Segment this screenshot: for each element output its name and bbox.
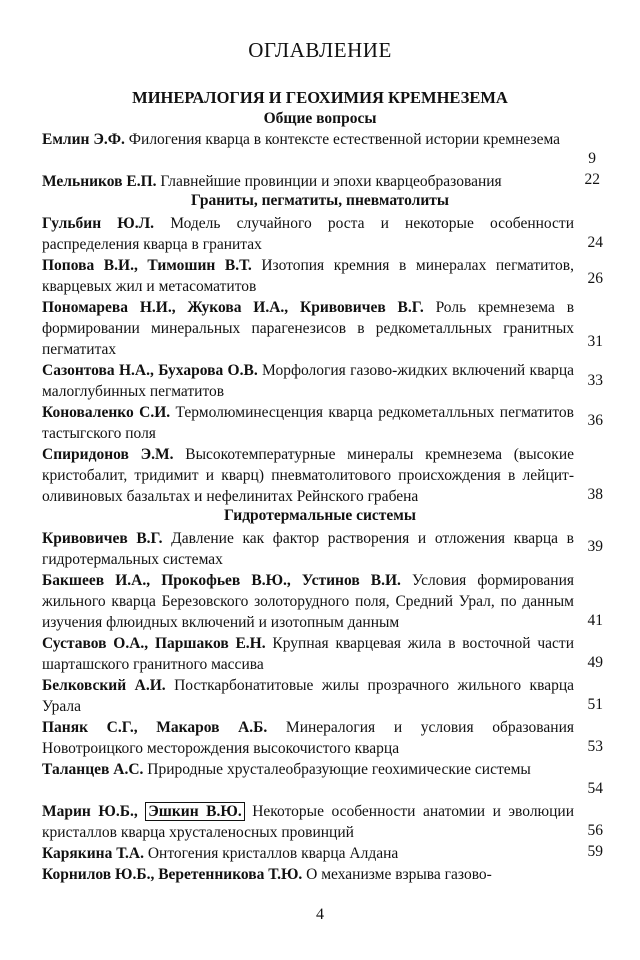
toc-entry-16: [42, 864, 574, 885]
page-title: ОГЛАВЛЕНИЕ: [248, 38, 392, 62]
entry-title: Филогения кварца в контексте естественной истории кремнезема: [128, 131, 561, 148]
entry-title: Высокотемпературные минералы кремнезема (высокие кристобалит, тридимит и кварц) пневматолитового происхождения в лейцит-оливиновых базальтах и нефелинитах Рейнского грабена: [42, 446, 574, 505]
entry-page: 49: [587, 654, 603, 671]
entry-title: Некоторые особенности анатомии и эволюции кристаллов кварца хрусталеносных провинций: [42, 803, 575, 841]
entry-page: 51: [587, 696, 603, 713]
entry-title: Морфология газово-жидких включений кварца малоглубинных пегматитов: [42, 362, 574, 400]
entry-page: 59: [587, 843, 603, 860]
subsection-general: Общие вопросы: [263, 110, 377, 127]
toc-entry-12: [42, 717, 574, 759]
entry-page: 26: [587, 270, 603, 287]
entry-authors: Мельников Е.П.: [42, 173, 157, 190]
toc-entry-4: [42, 297, 574, 360]
entry-title: Посткарбонатитовые жилы прозрачного жильного кварца Урала: [42, 677, 574, 715]
toc-entry-7: [42, 444, 574, 507]
toc-entry-2: [42, 213, 574, 255]
entry-authors: Таланцев А.С.: [42, 761, 144, 778]
toc-entry-5: [42, 360, 574, 402]
toc-entry-14: [42, 801, 574, 843]
entry-authors: Попова В.И., Тимошин В.Т.: [42, 257, 252, 274]
entry-title: Термолюминесценция кварца редкометалльных пегматитов тастыгского поля: [42, 404, 574, 442]
page-number: 4: [316, 906, 324, 923]
toc-entry-15: [42, 843, 574, 864]
entry-authors: Бакшеев И.А., Прокофьев В.Ю., Устинов В.И.: [42, 572, 401, 589]
entry-authors: Паняк С.Г., Макаров А.Б.: [42, 719, 268, 736]
entry-title: Давление как фактор растворения и отложения кварца в гидротермальных системах: [42, 530, 575, 568]
subsection-granites: Граниты, пегматиты, пневматолиты: [191, 192, 449, 209]
entry-authors: Карякина Т.А.: [42, 845, 144, 862]
entry-page: 33: [587, 372, 603, 389]
entry-authors: Спиридонов Э.М.: [42, 446, 174, 463]
entry-title: О механизме взрыва газово-: [306, 866, 492, 883]
entry-authors: Суставов О.А., Паршаков Е.Н.: [42, 635, 266, 652]
toc-entry-11: [42, 675, 574, 717]
entry-title: Минералогия и условия образования Новотроицкого месторождения высокочистого кварца: [42, 719, 575, 757]
entry-page: 54: [587, 780, 603, 797]
entry-title: Природные хрусталеобразующие геохимические системы: [147, 761, 531, 778]
entry-title: Онтогения кристаллов кварца Алдана: [147, 845, 399, 862]
entry-authors: Марин Ю.Б.,: [42, 803, 138, 820]
entry-title: Изотопия кремния в минералах пегматитов, кварцевых жил и метасоматитов: [42, 257, 574, 295]
toc-entry-13: [42, 759, 574, 780]
toc-entry-1: [42, 171, 574, 192]
entry-title: Условия формирования жильного кварца Березовского золоторудного поля, Средний Урал, по данным изучения флюидных включений и изотопным данным: [42, 572, 574, 631]
entry-title: Крупная кварцевая жила в восточной части шарташского гранитного массива: [42, 635, 575, 673]
entry-page: 9: [588, 150, 596, 167]
entry-page: 41: [587, 612, 603, 629]
entry-authors: Белковский А.И.: [42, 677, 166, 694]
entry-authors: Пономарева Н.И., Жукова И.А., Кривовичев В.Г.: [42, 299, 424, 316]
entry-authors: Кривовичев В.Г.: [42, 530, 163, 547]
subsection-hydrothermal: Гидротермальные системы: [224, 507, 416, 524]
toc-entry-3: [42, 255, 574, 297]
toc-entry-6: [42, 402, 574, 444]
entry-page: 22: [584, 171, 600, 188]
entry-page: 39: [587, 538, 603, 555]
entry-page: 56: [587, 822, 603, 839]
entry-authors: Коноваленко С.И.: [42, 404, 171, 421]
entry-page: 53: [587, 738, 603, 755]
entry-authors: Емлин Э.Ф.: [42, 131, 125, 148]
toc-entry-8: [42, 528, 574, 570]
entry-page: 36: [587, 412, 603, 429]
section-title: МИНЕРАЛОГИЯ И ГЕОХИМИЯ КРЕМНЕЗЕМА: [132, 88, 508, 107]
entry-page: 24: [587, 234, 603, 251]
toc-entry-9: [42, 570, 574, 633]
entry-authors: Гульбин Ю.Л.: [42, 215, 155, 232]
entry-title: Модель случайного роста и некоторые особенности распределения кварца в гранитах: [42, 215, 574, 253]
toc-entry-0: [42, 129, 574, 150]
entry-authors: Корнилов Ю.Б., Веретенникова Т.Ю.: [42, 866, 303, 883]
entry-page: 38: [587, 486, 603, 503]
entry-authors: Сазонтова Н.А., Бухарова О.В.: [42, 362, 258, 379]
entry-title: Главнейшие провинции и эпохи кварцеобразования: [160, 173, 502, 190]
entry-page: 31: [587, 333, 603, 350]
entry-title: Роль кремнезема в формировании минеральных парагенезисов в редкометалльных гранитных пегматитах: [42, 299, 575, 358]
entry-authors-boxed: Эшкин В.Ю.: [145, 802, 244, 821]
toc-entry-10: [42, 633, 574, 675]
